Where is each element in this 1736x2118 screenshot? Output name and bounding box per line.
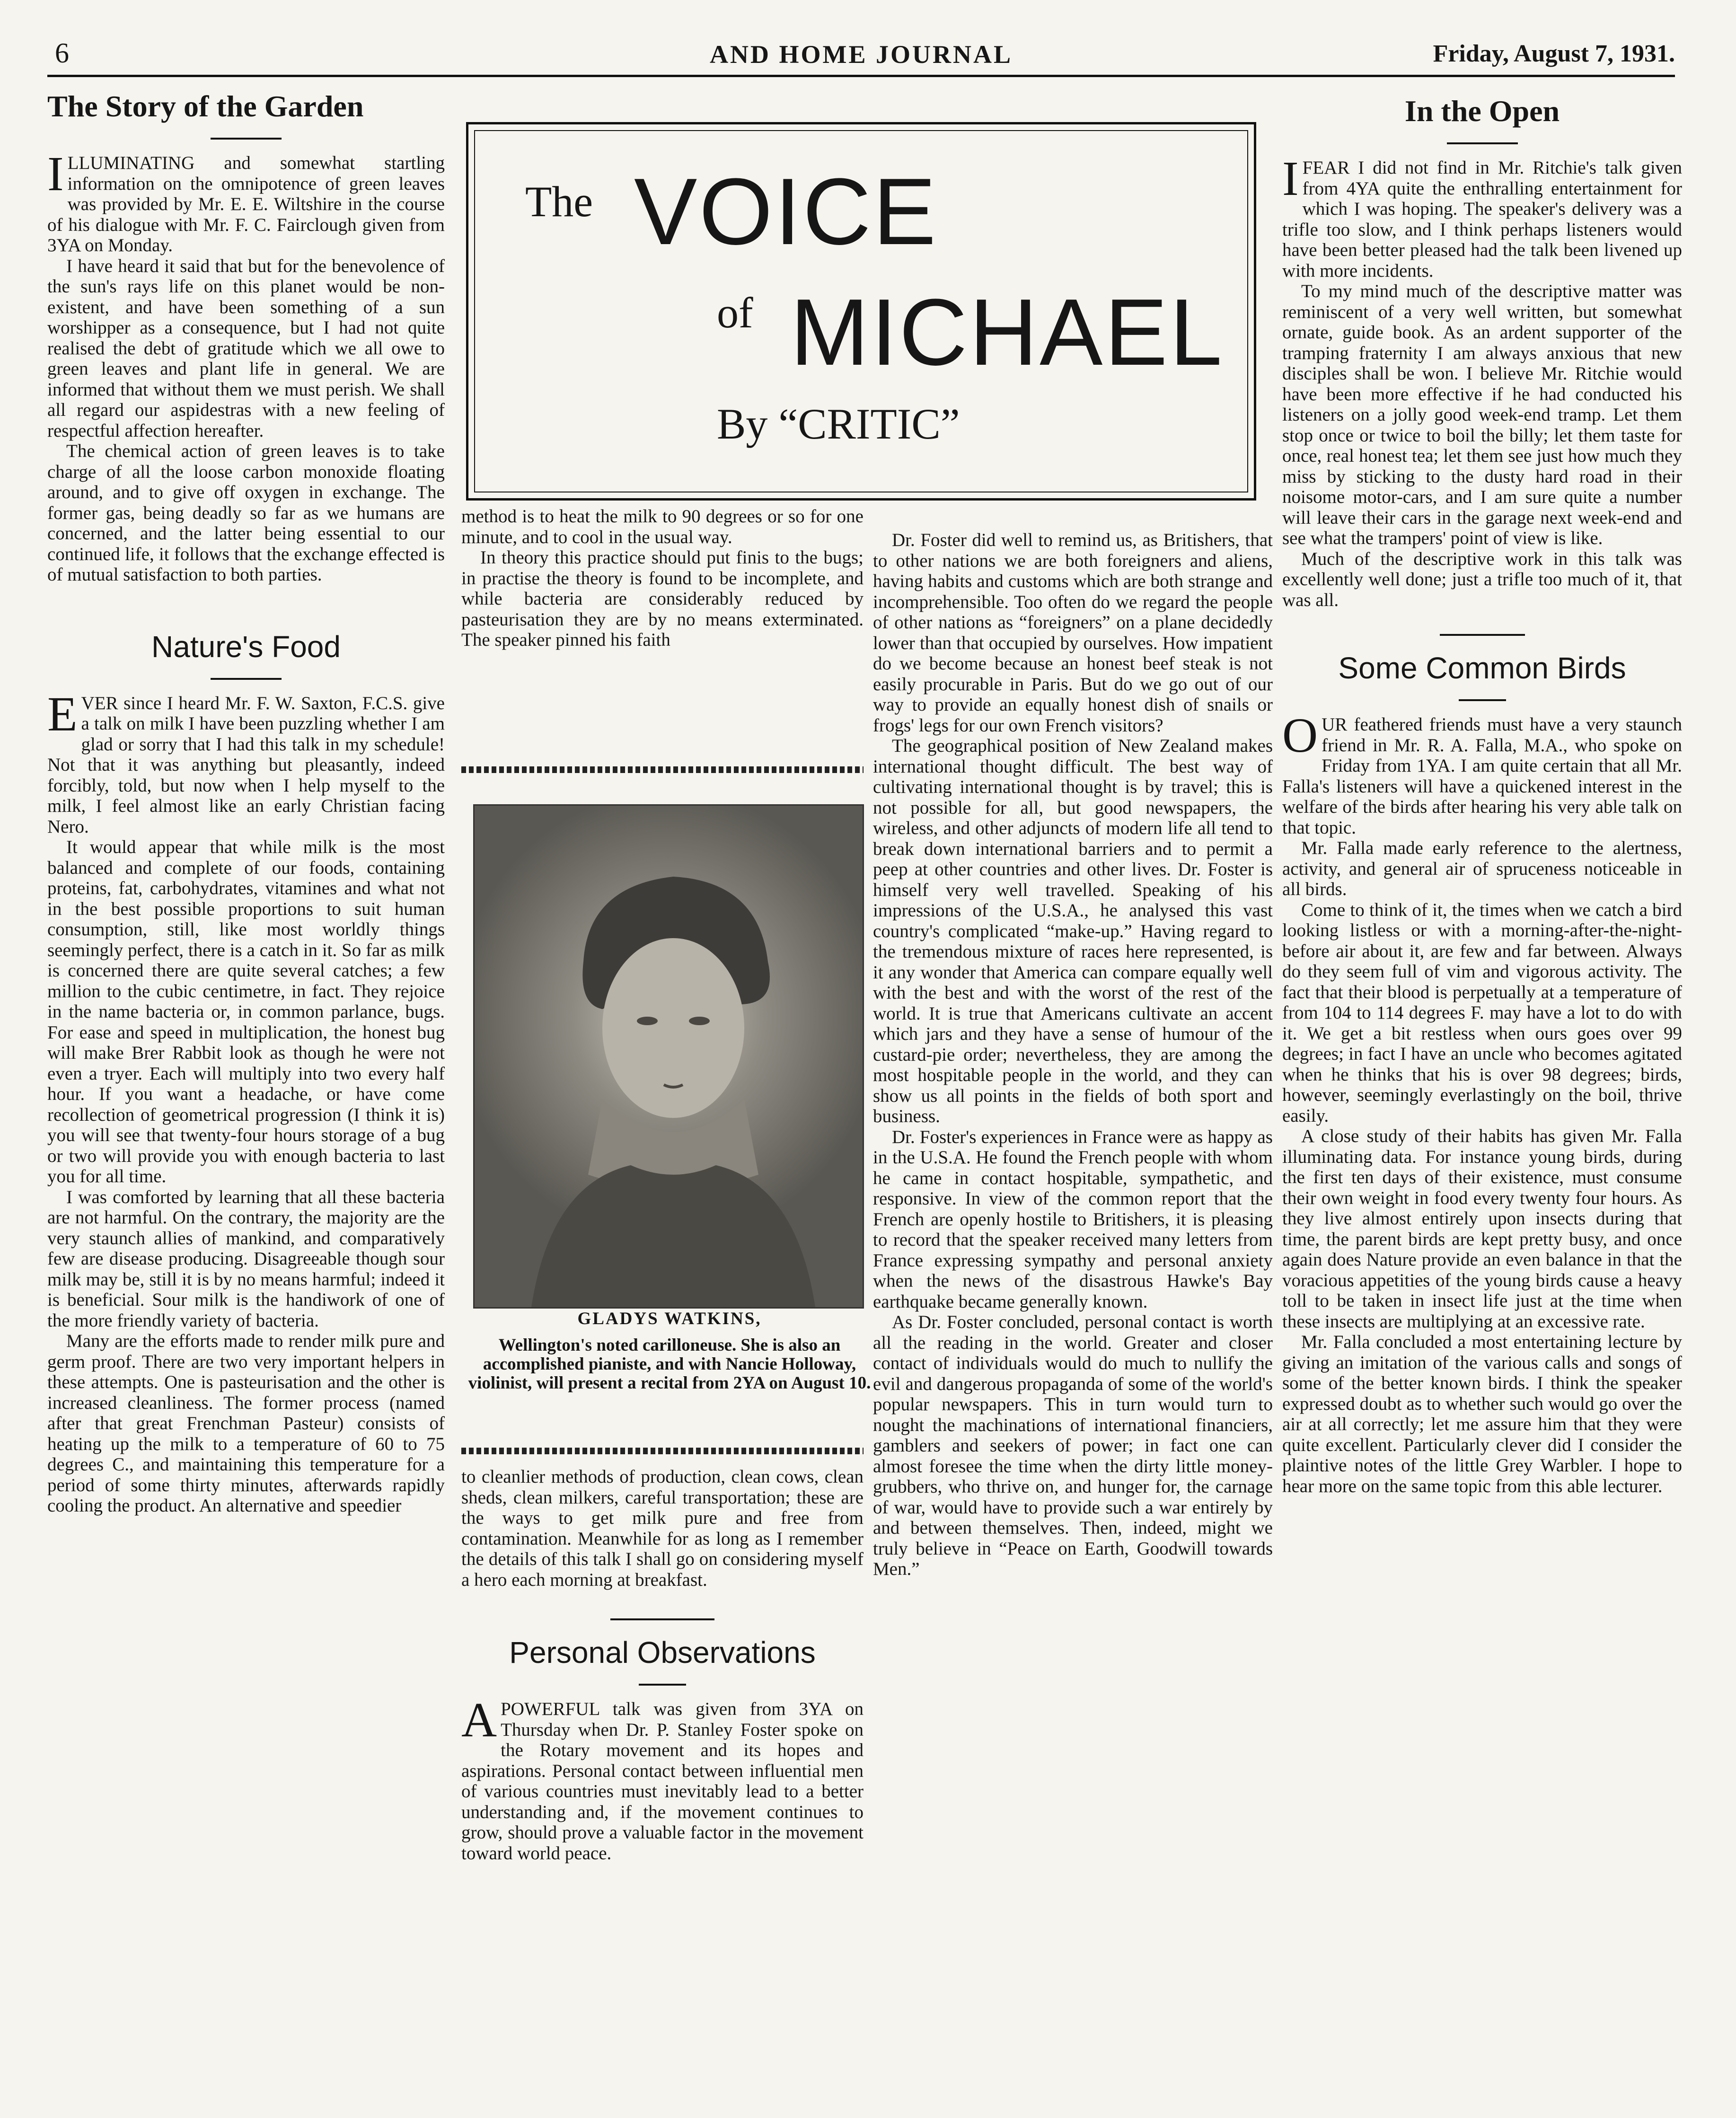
title-the: The [525, 177, 593, 226]
section-divider [1459, 699, 1506, 701]
story-of-garden-para: ILLUMINATING and somewhat startling information on the omnipotence of green leaves was provided by Mr. E. E. Wiltshire in the course of his dialogue with Mr. F. C. Fairclough given from 3YA on Monday. [47, 147, 445, 255]
birds-para: Mr. Falla concluded a most entertaining lecture by giving an imitation of the various calls and songs of some of the better known birds. I think the speaker expressed doubt as to whether such would go over the air at all correctly; let me assure him that they were quite excellent. Particularly clever did I consider the plaintive notes of the little Grey Warbler. I hope to hear more on the same topic from this able lecturer. [1282, 1332, 1682, 1496]
column-2-top [461, 506, 864, 650]
feature-title-box [466, 122, 1256, 501]
foster-para: Dr. Foster's experiences in France were as happy as in the U.S.A. He found the French people with whom he came in contact hospitable, sympathetic, and responsive. In view of the common report that the French are openly hostile to Britishers, it is pleasing to record that the speaker received many letters from France expressing sympathy and personal anxiety when the news of the disastrous Hawke's Bay earthquake became generally known. [873, 1126, 1273, 1312]
personal-observations-para: APOWERFUL talk was given from 3YA on Thursday when Dr. P. Stanley Foster spoke on the Rotary movement and its hopes and aspirations. Personal contact between influential men of various countries must inevitably lead to a better understanding and, if the movement continues to grow, should prove a valuable factor in the movement toward world peace. [461, 1693, 864, 1863]
section-divider [610, 1618, 714, 1620]
caption-text: Wellington's noted carilloneuse. She is also an accomplished pianiste, and with Nancie Holloway, violinist, will present a recital from 2YA on August 10. [468, 1336, 871, 1393]
section-divider [639, 1684, 686, 1686]
natures-food-para: It would appear that while milk is the most balanced and complete of our foods, containing proteins, fat, carbohydrates, vitamines and what not in the best possible proportions to suit human consumption, still, like most worldly things seemingly perfect, there is a catch in it. So far as milk is concerned there are quite several catches; a few million to the cubic centimetre, in fact. They rejoice in the name bacteria or, in common parlance, bugs. For ease and speed in multiplication, the honest bug will make Brer Rabbit look as though he were not even a tryer. Each will multiply into two every half hour. If you want a headache, or have come recollection of geometrical progression (I think it is) you will see that twenty-four hours storage of a bug or two will provide you with enough bacteria to last you for all time. [47, 837, 445, 1186]
column-2-bottom [461, 1467, 864, 1863]
milk-continued-para: to cleanlier methods of production, clean cows, clean sheds, clean milkers, careful transportation; these are the ways to get milk pure and free from contamination. Meanwhile for as long as I remember the details of this talk I shall go on considering myself a hero each morning at breakfast. [461, 1467, 864, 1590]
dropcap: E [47, 686, 78, 741]
section-divider [1447, 142, 1518, 144]
title-voice: VOICE [634, 159, 938, 264]
photo-caption [466, 1309, 873, 1393]
section-divider [211, 678, 282, 680]
dropcap: I [47, 147, 64, 201]
ornamental-rule [461, 766, 864, 773]
section-divider [1440, 634, 1525, 636]
in-the-open-heading: In the Open [1404, 94, 1560, 128]
dropcap: I [1282, 151, 1299, 206]
story-of-garden-para: The chemical action of green leaves is to take charge of all the loose carbon monoxide floating around, and to give off oxygen in exchange. The former gas, being deadly so far as we humans are concerned, and the latter being essential to our continued life, it follows that the exchange effected is of mutual satisfaction to both parties. [47, 441, 445, 585]
column-3 [873, 530, 1273, 1580]
caption-name: GLADYS WATKINS, [577, 1309, 762, 1328]
birds-para: OUR feathered friends must have a very staunch friend in Mr. R. A. Falla, M.A., who spoke on Friday from 1YA. I am quite certain that all Mr. Falla's listeners will have a quickened interest in the welfare of the birds after hearing his very able talk on that topic. [1282, 708, 1682, 838]
dropcap: O [1282, 708, 1318, 763]
foster-para: The geographical position of New Zealand makes international thought difficult. The best way of cultivating international thought is by travel; this is not possible for all, but good newspapers, the wireless, and other adjuncts of modern life all tend to break down international barriers and to permit a peep at other countries and other lives. Dr. Foster is himself very well travelled. Speaking of his impressions of the U.S.A., he analysed this vast country's complicated “make-up.” Having regard to the tremendous mixture of races here represented, is it any wonder that America can compare equally well with the best and with the worst of the rest of the world. It is true that Americans cultivate an accent which jars and they have a sense of humour of the custard-pie order; nevertheless, they are among the most hospitable people in the world, and they can show us all points in the fields of both sport and business. [873, 736, 1273, 1126]
column-4 [1282, 92, 1682, 1496]
story-of-garden-heading: The Story of the Garden [47, 89, 364, 123]
dropcap: A [461, 1693, 497, 1747]
column-1 [47, 88, 445, 1516]
page-header [47, 37, 1675, 70]
publication-title: AND HOME JOURNAL [710, 40, 1013, 69]
birds-para: Come to think of it, the times when we catch a bird looking listless or with a morning-after-the-night-before air about it, are few and far between. Always do they seem full of vim and vigorous activity. The fact that their blood is perpetually at a temperature of from 104 to 114 degrees F. may have a lot to do with it. We get a bit restless when ours goes over 99 degrees; in fact I have an uncle who becomes agitated when he thinks that his is over 98 degrees; birds, however, seemingly everlastingly on the boil, thrive easily. [1282, 899, 1682, 1126]
portrait-photo [473, 804, 864, 1309]
ornamental-rule [461, 1448, 864, 1454]
natures-food-para: I was comforted by learning that all these bacteria are not harmful. On the contrary, the majority are the very staunch allies of mankind, and comparatively few are disease producing. Disagreeable though sour milk may be, still it is by no means harmful; indeed it is beneficial. Sour milk is the handiwork of one of the more friendly variety of bacteria. [47, 1186, 445, 1331]
section-divider [211, 138, 282, 140]
foster-para: Dr. Foster did well to remind us, as Britishers, that to other nations we are both foreigners and aliens, having habits and customs which are both strange and incomprehensible. Too often do we regard the people of other nations as “foreigners” on a plane decidedly lower than that occupied by ourselves. How impatient do we become because an honest beef steak is not easily procurable in Paris. But do we go out of our way to provide an equally honest dish of snails or frogs' legs for our own French visitors? [873, 530, 1273, 736]
personal-observations-heading: Personal Observations [509, 1635, 816, 1670]
foster-para: As Dr. Foster concluded, personal contact is worth all the reading in the world. Greater and closer contact of individuals would do much to nullify the evil and dangerous propaganda of some of the world's popular newspapers. This in turn would turn to nought the machinations of international financiers, gamblers and seekers of power; in fact one can almost foresee the time when the dirty little money-grubbers, who thrive on, and hunger for, the carnage of war, would have to provide such a war entirely by and between themselves. Then, indeed, might we truly believe in “Peace on Earth, Goodwill towards Men.” [873, 1312, 1273, 1579]
title-michael: MICHAEL [790, 280, 1225, 385]
story-of-garden-para: I have heard it said that but for the benevolence of the sun's rays life on this planet would be non-existent, and have been something of a sun worshipper as a consequence, but I had not quite realised the debt of gratitude which we all owe to green leaves and plant life in general. We are informed that without them we must perish. We shall all regard our aspidestras with a new feeling of respectful affection hereafter. [47, 255, 445, 441]
natures-food-para: EVER since I heard Mr. F. W. Saxton, F.C.S. give a talk on milk I have been puzzling whether I am glad or sorry that I had this talk in my schedule! Not that it was anything but pleasantly, indeed forcibly, told, but now when I help myself to the milk, I feel almost like an early Christian facing Nero. [47, 686, 445, 837]
milk-continued-para: method is to heat the milk to 90 degrees or so for one minute, and to cool in the usual way. [461, 506, 864, 547]
title-of: of [717, 289, 753, 337]
natures-food-heading: Nature's Food [151, 629, 341, 664]
birds-para: Mr. Falla made early reference to the alertness, activity, and general air of spruceness noticeable in all birds. [1282, 838, 1682, 899]
issue-date: Friday, August 7, 1931. [1433, 40, 1675, 67]
in-the-open-para: To my mind much of the descriptive matter was reminiscent of a very well written, but somewhat ornate, guide book. As an ardent supporter of the tramping fraternity I am always anxious that new disciples shall be won. I believe Mr. Ritchie would have been more effective if he had conducted his listeners on a jolly good week-end tramp. Let them stop once or twice to boil the billy; let them taste for once, real honest tea; let them see just how much they miss by sticking to the dusty hard road in their noisome motor-cars, and I am sure quite a number will leave their cars in the garage next week-end and see what the trampers' point of view is like. [1282, 281, 1682, 548]
milk-continued-para: In theory this practice should put finis to the bugs; in practise the theory is found to be incomplete, and while bacteria are considerably reduced by pasteurisation they are by no means exterminated. The speaker pinned his faith [461, 547, 864, 650]
natures-food-para: Many are the efforts made to render milk pure and germ proof. There are two very important helpers in these attempts. One is pasteurisation and the other is increased cleanliness. The former process (named after that great Frenchman Pasteur) consists of heating up the milk to a temperature of 60 to 75 degrees C., and maintaining this temperature for a period of some thirty minutes, afterwards rapidly cooling the product. An alternative and speedier [47, 1331, 445, 1516]
title-byline: By “CRITIC” [717, 400, 960, 448]
birds-para: A close study of their habits has given Mr. Falla illuminating data. For instance young birds, during the first ten days of their existence, must consume their own weight in food every twenty four hours. As they live almost entirely upon insects during that time, the parent birds are kept pretty busy, and once again does Nature provide an even balance in that the voracious appetities of the young birds cause a heavy toll to be taken in insect life just at the time when these insects are multiplying at an excessive rate. [1282, 1126, 1682, 1332]
in-the-open-para: IFEAR I did not find in Mr. Ritchie's talk given from 4YA quite the enthralling entertainment for which I was hoping. The speaker's delivery was a trifle too slow, and I think perhaps listeners would have been better pleased had the talk been livened up with more incidents. [1282, 151, 1682, 281]
portrait-illustration [475, 806, 863, 1307]
header-rule [47, 75, 1675, 77]
some-common-birds-heading: Some Common Birds [1338, 651, 1626, 685]
in-the-open-para: Much of the descriptive work in this talk was excellently well done; just a trifle too much of it, that was all. [1282, 548, 1682, 610]
page-number: 6 [55, 37, 69, 69]
